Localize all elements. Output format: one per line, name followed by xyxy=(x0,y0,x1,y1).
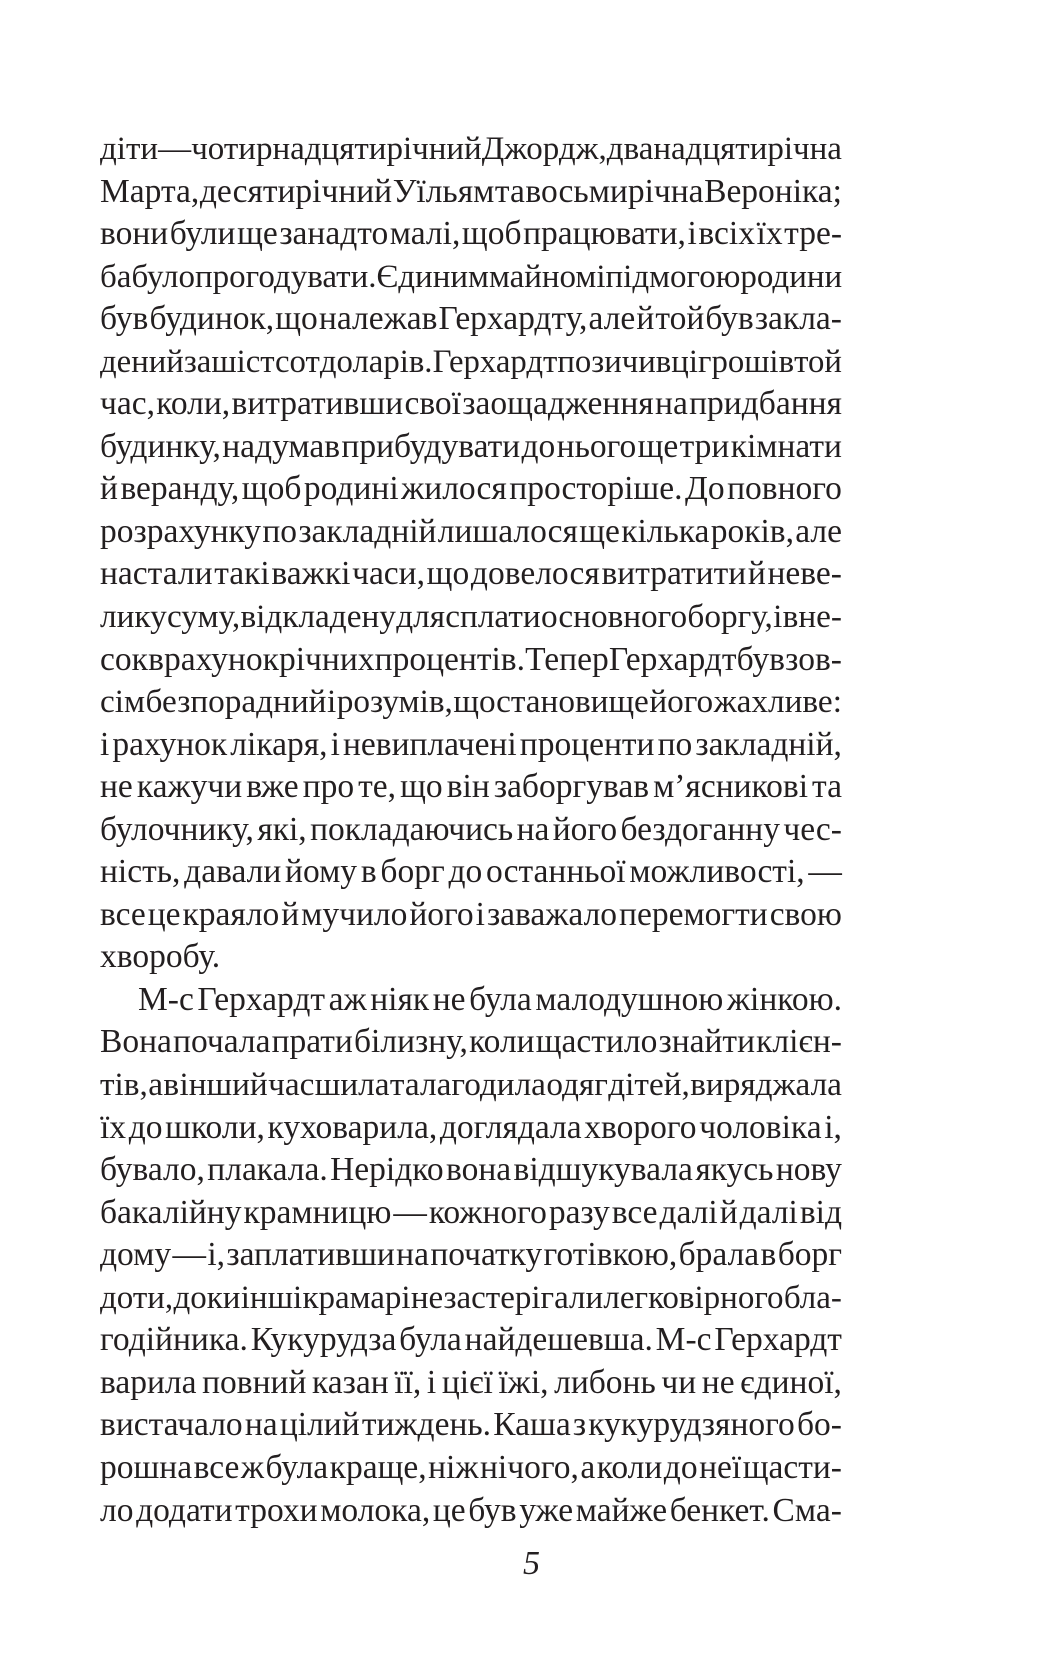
text-line: варила повний казан її, і цієї їжі, либонь чи не єдиної, xyxy=(100,1363,842,1401)
text-line: діти — чотирнадцятирічний Джордж, дванадцятирічна xyxy=(100,131,842,167)
text-line: М-с Герхардт аж ніяк не була малодушною жінкою. xyxy=(138,980,842,1018)
text-line: лику суму, відкладену для сплати основного боргу, і вне- xyxy=(100,598,842,636)
text-line: бувало, плакала. Нерідко вона відшукувала якусь нову xyxy=(100,1151,842,1189)
text-line: дений за шістсот доларів. Герхардт позичив ці гроші в той xyxy=(100,343,842,380)
text-line: ність, давали йому в борг до останньої можливості, — xyxy=(100,853,842,891)
text-line: вони були ще занадто малі, щоб працювати, і всіх їх тре- xyxy=(100,215,842,253)
text-line: булочнику, які, покладаючись на його бездоганну чес- xyxy=(100,810,842,848)
text-line: не кажучи вже про те, що він заборгував м’ясникові та xyxy=(100,768,842,806)
page-number: 5 xyxy=(523,1545,540,1582)
text-line: ло додати трохи молока, це був уже майже бенкет. Сма- xyxy=(100,1491,842,1529)
text-line: рошна все ж була краще, ніж нічого, а коли до неї щасти- xyxy=(100,1448,842,1486)
paragraph xyxy=(100,128,842,979)
body-text xyxy=(100,128,842,1532)
text-line: розрахунку по закладній лишалося ще кілька років, але xyxy=(100,512,842,550)
text-line: час, коли, витративши свої заощадження на придбання xyxy=(100,385,842,423)
text-line: був будинок, що належав Герхардту, але й той був заклa- xyxy=(100,300,842,338)
text-line: дому — і, заплативши на початку готівкою, брала в борг xyxy=(100,1236,842,1274)
text-line: вистачало на цілий тиждень. Каша з кукурудзяного бо- xyxy=(100,1406,842,1444)
text-line: сок в рахунок річних процентів. Тепер Герхардт був зов- xyxy=(100,640,842,678)
text-line: сім безпорадний і розумів, що становище його жахливе: xyxy=(100,683,842,721)
text-line: тів, а в інший час шила та лагодила одяг дітей, виряджала xyxy=(100,1066,842,1104)
text-line: Вона почала прати білизну, коли щастило знайти клієн- xyxy=(100,1023,842,1061)
paragraph xyxy=(100,979,842,1532)
text-line: хворобу. xyxy=(100,938,221,976)
text-line: бакалійну крамницю — кожного разу все далі й далі від xyxy=(100,1193,842,1231)
text-line: їх до школи, куховарила, доглядала хворого чоловіка і, xyxy=(100,1108,842,1146)
text-line: будинку, надумав прибудувати до нього ще три кімнати xyxy=(100,427,842,465)
text-line: все це краяло й мучило його і заважало перемогти свою xyxy=(100,895,842,933)
text-line: і рахунок лікаря, і невиплачені проценти по закладній, xyxy=(100,725,842,763)
text-line: ба було прогодувати. Єдиним майном і підмогою родини xyxy=(100,258,843,295)
text-line: Марта, десятирічний Уїльям та восьмирічна Вероніка; xyxy=(100,172,842,210)
text-line: годійника. Кукурудза була найдешевша. М-с Герхардт xyxy=(100,1321,842,1359)
text-line: настали такі важкі часи, що довелося витратити й неве- xyxy=(100,555,842,593)
text-line: й веранду, щоб родині жилося просторіше. До повного xyxy=(100,470,842,508)
text-line: доти, доки інші крамарі не застерігали легковірного бла- xyxy=(100,1279,842,1316)
